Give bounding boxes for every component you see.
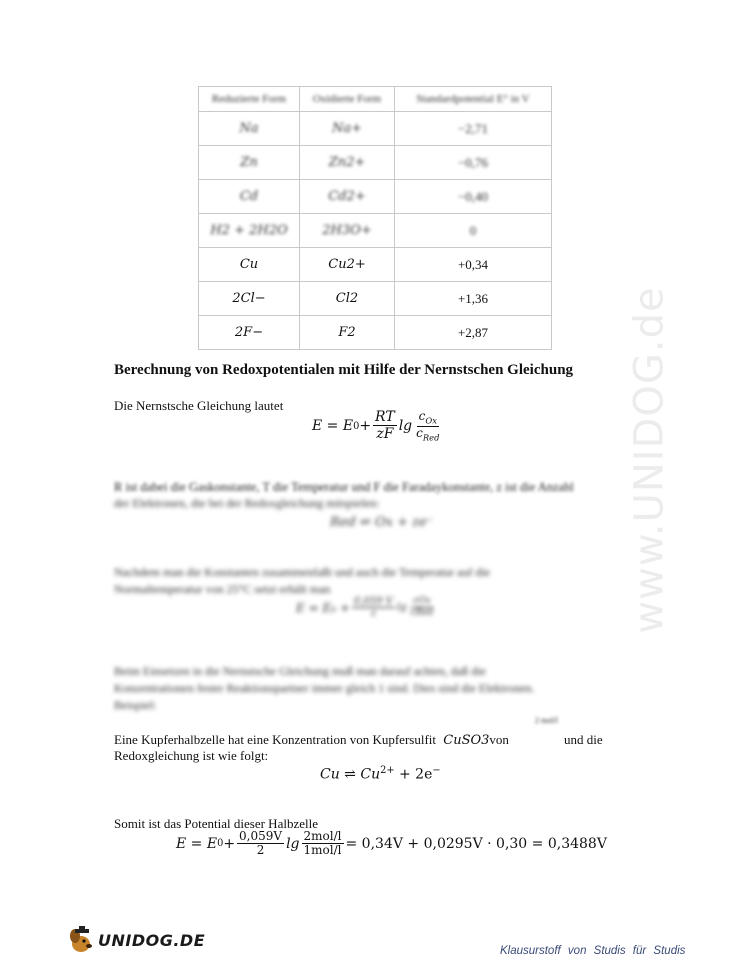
blurred-eq-lhs: E = E₀ + xyxy=(296,600,350,615)
cell-reduced: H2 + 2H2O xyxy=(199,214,300,248)
eq-c-red: c xyxy=(416,425,423,440)
final-fraction-2 xyxy=(302,830,344,858)
cell-reduced: Na xyxy=(199,112,300,146)
final-den-1: 2 xyxy=(256,843,265,858)
eq-lg: lg xyxy=(398,418,413,435)
blurred-line: Normaltemperatur von 25°C setzt erhält man xyxy=(114,582,331,596)
cell-oxidized: Cl2 xyxy=(300,282,395,316)
blurred-line: Nachdem man die Konstanten zusammenfaßt und auch die Temperatur auf die xyxy=(114,565,491,579)
table-row xyxy=(199,282,552,316)
cell-oxidized: F2 xyxy=(300,316,395,350)
watermark-text: www.UNIDOG.de xyxy=(627,286,673,634)
eq-plus: + xyxy=(359,418,372,435)
eq-sub: 0 xyxy=(353,420,360,432)
cell-potential: 0 xyxy=(395,214,552,248)
header-reduced-form: Reduzierte Form xyxy=(199,87,300,112)
blurred-eq-cox: cOx xyxy=(413,596,431,607)
table-row xyxy=(199,146,552,180)
cell-potential: −0,76 xyxy=(395,146,552,180)
cell-oxidized: Zn2+ xyxy=(300,146,395,180)
final-lhs: E = E xyxy=(176,835,218,852)
example-text-c: und die xyxy=(564,732,603,747)
cell-reduced: Cd xyxy=(199,180,300,214)
final-sub: 0 xyxy=(217,838,224,850)
example-text-b: von xyxy=(489,732,509,747)
blurred-equation: Red ⇌ Ox + ze⁻ xyxy=(330,515,434,530)
copper-redox-equation xyxy=(320,765,441,783)
cu-eq-rest: + 2e xyxy=(394,766,433,783)
cell-oxidized: Na+ xyxy=(300,112,395,146)
blurred-eq-den: z xyxy=(370,608,377,619)
blurred-concentration: 2 mol/l xyxy=(535,716,558,725)
eq-fraction xyxy=(373,410,397,442)
header-standard-potential: Standardpotential E° in V xyxy=(395,87,552,112)
example-line-1 xyxy=(114,732,509,748)
footer-tagline: Klausurstoff von Studis für Studis xyxy=(500,945,686,957)
eq-denominator: zF xyxy=(376,426,394,443)
table-row xyxy=(199,214,552,248)
final-num-1: 0,059V xyxy=(239,829,283,843)
table-row xyxy=(199,316,552,350)
cu-eq-rest-sup: − xyxy=(432,765,441,776)
cell-reduced: Cu xyxy=(199,248,300,282)
watermark xyxy=(590,250,710,670)
cell-potential: +1,36 xyxy=(395,282,552,316)
cell-oxidized: 2H3O+ xyxy=(300,214,395,248)
example-text-a: Eine Kupferhalbzelle hat eine Konzentration von Kupfersulfit xyxy=(114,732,436,747)
example-line-2: Redoxgleichung ist wie folgt: xyxy=(114,748,269,763)
blurred-eq-conc xyxy=(409,597,436,618)
final-plus: + xyxy=(223,835,236,852)
header-oxidized-form: Oxidierte Form xyxy=(300,87,395,112)
cell-potential: +2,87 xyxy=(395,316,552,350)
blurred-line: R ist dabei die Gaskonstante, T die Temperatur und F die Faradaykonstante, z ist die Anzahl xyxy=(114,480,574,494)
blurred-eq-cred: cRed xyxy=(410,608,434,619)
final-num-2: 2mol/l xyxy=(303,829,342,843)
blurred-eq-lg: lg xyxy=(396,602,407,614)
table-row xyxy=(199,248,552,282)
final-equation xyxy=(176,830,607,858)
blurred-equation xyxy=(296,596,437,620)
blurred-line: Konzentrationen fester Reaktionspartner immer gleich 1 sind. Dies sind die Elektronen. xyxy=(114,681,535,695)
cell-reduced: 2Cl− xyxy=(199,282,300,316)
cell-oxidized: Cu2+ xyxy=(300,248,395,282)
blurred-line: Beispiel: xyxy=(114,698,157,712)
redox-potential-table xyxy=(198,86,552,350)
blurred-line: Beim Einsetzen in die Nernstsche Gleichung muß man darauf achten, daß die xyxy=(114,664,486,678)
unidog-logo[interactable] xyxy=(66,924,205,956)
eq-numerator: RT xyxy=(375,409,395,426)
final-fraction-1 xyxy=(237,830,284,858)
blurred-eq-num: 0,059 V xyxy=(353,596,393,607)
formula-cuso3: CuSO3 xyxy=(443,733,490,748)
table-row xyxy=(199,112,552,146)
nernst-equation xyxy=(312,410,444,443)
cell-potential: −0,40 xyxy=(395,180,552,214)
table-row xyxy=(199,180,552,214)
cell-reduced: 2F− xyxy=(199,316,300,350)
eq-lhs: E = E xyxy=(312,418,354,435)
table-header-row xyxy=(199,87,552,112)
eq-c-ox: c xyxy=(418,409,426,423)
cell-potential: +0,34 xyxy=(395,248,552,282)
cell-oxidized: Cd2+ xyxy=(300,180,395,214)
eq-c-red-sub: Red xyxy=(422,432,440,443)
somit-text: Somit ist das Potential dieser Halbzelle xyxy=(114,816,318,831)
cu-eq-sup: 2+ xyxy=(380,765,395,776)
logo-text: UNIDOG.DE xyxy=(98,930,206,950)
dog-icon xyxy=(66,924,98,956)
blurred-eq-fraction xyxy=(352,596,395,620)
final-den-2: 1mol/l xyxy=(303,843,342,858)
final-rest: = 0,34V + 0,0295V · 0,30 = 0,3488V xyxy=(345,835,607,852)
cu-eq-main: Cu ⇌ Cu xyxy=(320,766,381,783)
eq-conc-fraction xyxy=(414,410,441,443)
cell-potential: −2,71 xyxy=(395,112,552,146)
final-lg: lg xyxy=(286,835,300,852)
section-heading: Berechnung von Redoxpotentialen mit Hilfe der Nernstschen Gleichung xyxy=(114,362,574,378)
eq-c-ox-sub: Ox xyxy=(425,415,437,426)
intro-text: Die Nernstsche Gleichung lautet xyxy=(114,398,284,413)
cell-reduced: Zn xyxy=(199,146,300,180)
blurred-line: der Elektronen, die bei der Redoxgleichung mitspielen: xyxy=(114,496,380,510)
